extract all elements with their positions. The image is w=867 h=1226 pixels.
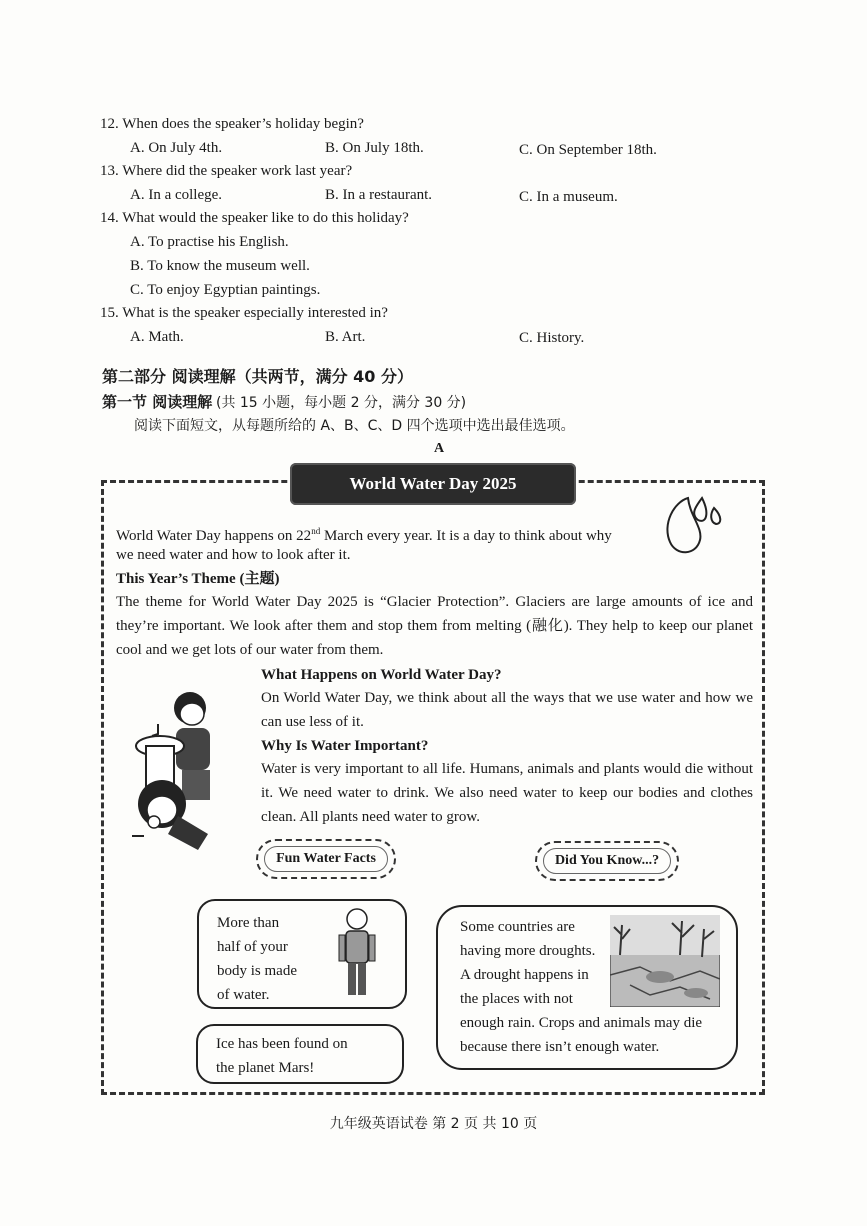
question-13-stem: 13. Where did the speaker work last year? [100,163,353,179]
kids-washing-illustration [128,684,258,854]
question-13-option-b: B. In a restaurant. [325,187,433,203]
instruction: 阅读下面短文，从每题所给的 A、B、C、D 四个选项中选出最佳选项。 [134,418,575,434]
fact-mars-line: Ice has been found on [216,1036,348,1052]
passage-banner: World Water Day 2025 [290,463,576,505]
question-15-option-b: B. Art. [325,329,366,345]
fact-mars-line: the planet Mars! [216,1060,315,1076]
fact-mars-ice-box [196,1024,404,1084]
question-12-stem: 12. When does the speaker’s holiday begin? [100,116,364,132]
sub-note: (共 15 小题，每小题 2 分，满分 30 分) [215,395,467,411]
question-15-stem: 15. What is the speaker especially interested in? [100,305,388,321]
drought-line: enough rain. Crops and animals may die [460,1015,703,1031]
drought-line: having more droughts. [460,943,596,959]
question-14-option-a: A. To practise his English. [130,234,289,250]
why-text: Water is very important to all life. Humans, animals and plants would die without it. We need water to drink. We also need water to keep our bodies and clothes clean. All plants need water to grow. [261,761,753,825]
question-15-option-a: A. Math. [130,329,184,345]
drought-box [436,905,738,1070]
fact-body-line: body is made [217,963,297,979]
page-footer: 九年级英语试卷 第 2 页 共 10 页 [329,1116,538,1132]
sub-title: 第一节 阅读理解 [102,393,213,411]
fact-body-line: More than [217,915,280,931]
question-13-option-c: C. In a museum. [519,189,618,205]
fun-water-facts-tag: Fun Water Facts [256,839,396,879]
part-title: 第二部分 阅读理解（共两节，满分 40 分） [102,367,413,386]
what-text: On World Water Day, we think about all the ways that we use water and how we can use less of it. [261,690,753,730]
fact-body-line: half of your [217,939,288,955]
what-heading: What Happens on World Water Day? [261,667,502,683]
why-heading: Why Is Water Important? [261,738,429,754]
drought-line: the places with not [460,991,573,1007]
person-icon [337,907,377,999]
sub-section-heading [102,391,466,412]
question-14-stem: 14. What would the speaker like to do this holiday? [100,210,409,226]
question-12-option-b: B. On July 18th. [325,140,424,156]
question-12-option-a: A. On July 4th. [130,140,223,156]
question-15-option-c: C. History. [519,330,585,346]
intro-line-2: we need water and how to look after it. [116,547,351,563]
intro-line-1: World Water Day happens on 22nd March every year. It is a day to think about why [116,526,612,544]
did-you-know-tag: Did You Know...? [535,841,679,881]
theme-text: The theme for World Water Day 2025 is “Glacier Protection”. Glaciers are large amounts of ice and they’re important. We look after them and stop them from melting (融化). They help to keep our planet cool and we get lots of our water from them. [116,594,753,658]
fact-body-water-box [197,899,407,1009]
question-12-option-c: C. On September 18th. [519,142,657,158]
fact-body-line: of water. [217,987,270,1003]
drought-line: Some countries are [460,919,575,935]
theme-heading: This Year’s Theme (主题) [116,571,280,587]
drought-line: A drought happens in [460,967,589,983]
question-14-option-c: C. To enjoy Egyptian paintings. [130,282,321,298]
passage-letter: A [434,441,445,456]
drought-landscape-image [610,915,720,1007]
question-13-option-a: A. In a college. [130,187,223,203]
drought-line: because there isn’t enough water. [460,1039,660,1055]
question-14-option-b: B. To know the museum well. [130,258,310,274]
